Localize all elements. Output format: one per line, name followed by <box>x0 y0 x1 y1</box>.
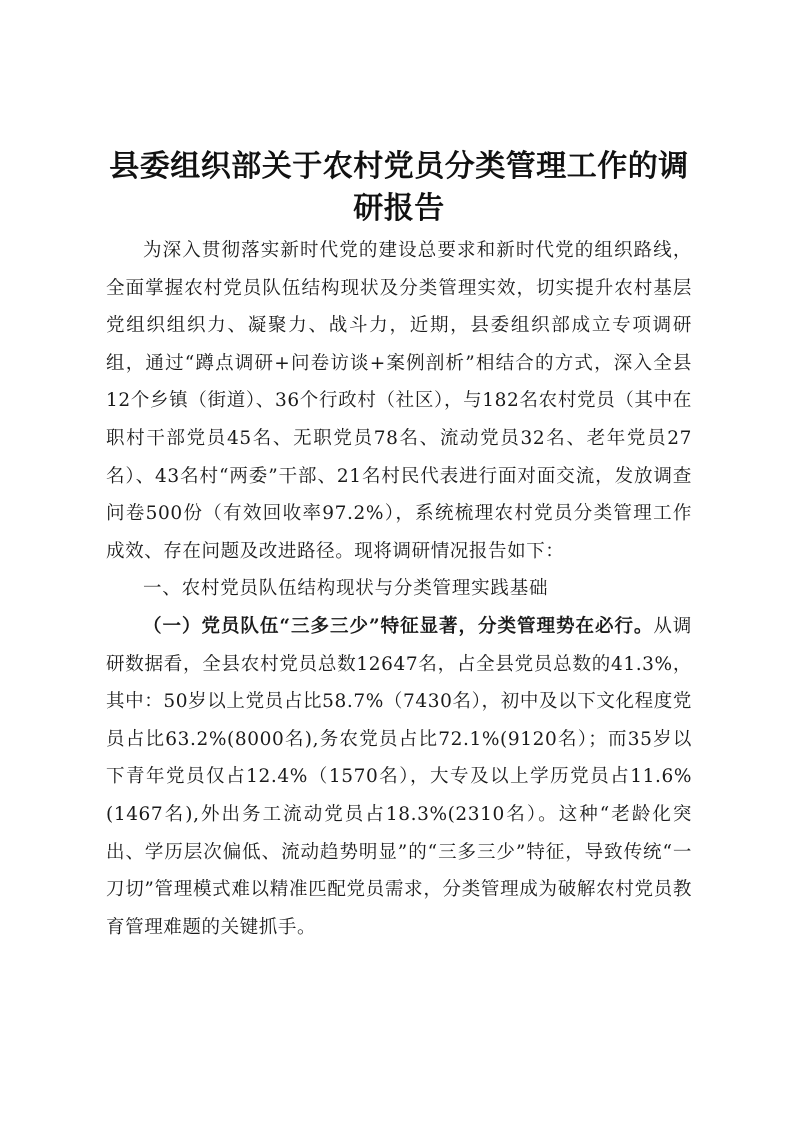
section-heading: 一、农村党员队伍结构现状与分类管理实践基础 <box>143 578 549 600</box>
subsection-text: 从调研数据看，全县农村党员总数12647名，占全县党员总数的41.3%，其中：50岁以上党员占比58.7%（7430名），初中及以下文化程度党员占比63.2%(8000名),务农党员占比72.1%(9120名）；而35岁以下青年党员仅占12.4%（1570名），大专及以上学历党员占11.6%(1467名),外出务工流动党员占18.3%(2310名）。这种“老龄化突出、学历层次偏低、流动趋势明显”的“三多三少”特征，导致传统“一刀切”管理模式难以精准匹配党员需求，分类管理成为破解农村党员教育管理难题的关键抓手。 <box>106 615 693 938</box>
document-title: 县委组织部关于农村党员分类管理工作的调研报告 <box>109 149 689 226</box>
intro-paragraph: 为深入贯彻落实新时代党的建设总要求和新时代党的组织路线，全面掌握农村党员队伍结构现状及分类管理实效，切实提升农村基层党组织组织力、凝聚力、战斗力，近期，县委组织部成立专项调研组，通过“蹲点调研+问卷访谈+案例剖析”相结合的方式，深入全县12个乡镇（街道）、36个行政村（社区），与182名农村党员（其中在职村干部党员45名、无职党员78名、流动党员32名、老年党员27名）、43名村“两委”干部、21名村民代表进行面对面交流，发放调查问卷500份（有效回收率97.2%），系统梳理农村党员分类管理工作成效、存在问题及改进路径。现将调研情况报告如下： <box>106 240 692 562</box>
document-body <box>106 232 692 946</box>
subsection-paragraph <box>106 608 692 946</box>
subsection-heading: （一）党员队伍“三多三少”特征显著，分类管理势在必行。 <box>143 615 654 637</box>
